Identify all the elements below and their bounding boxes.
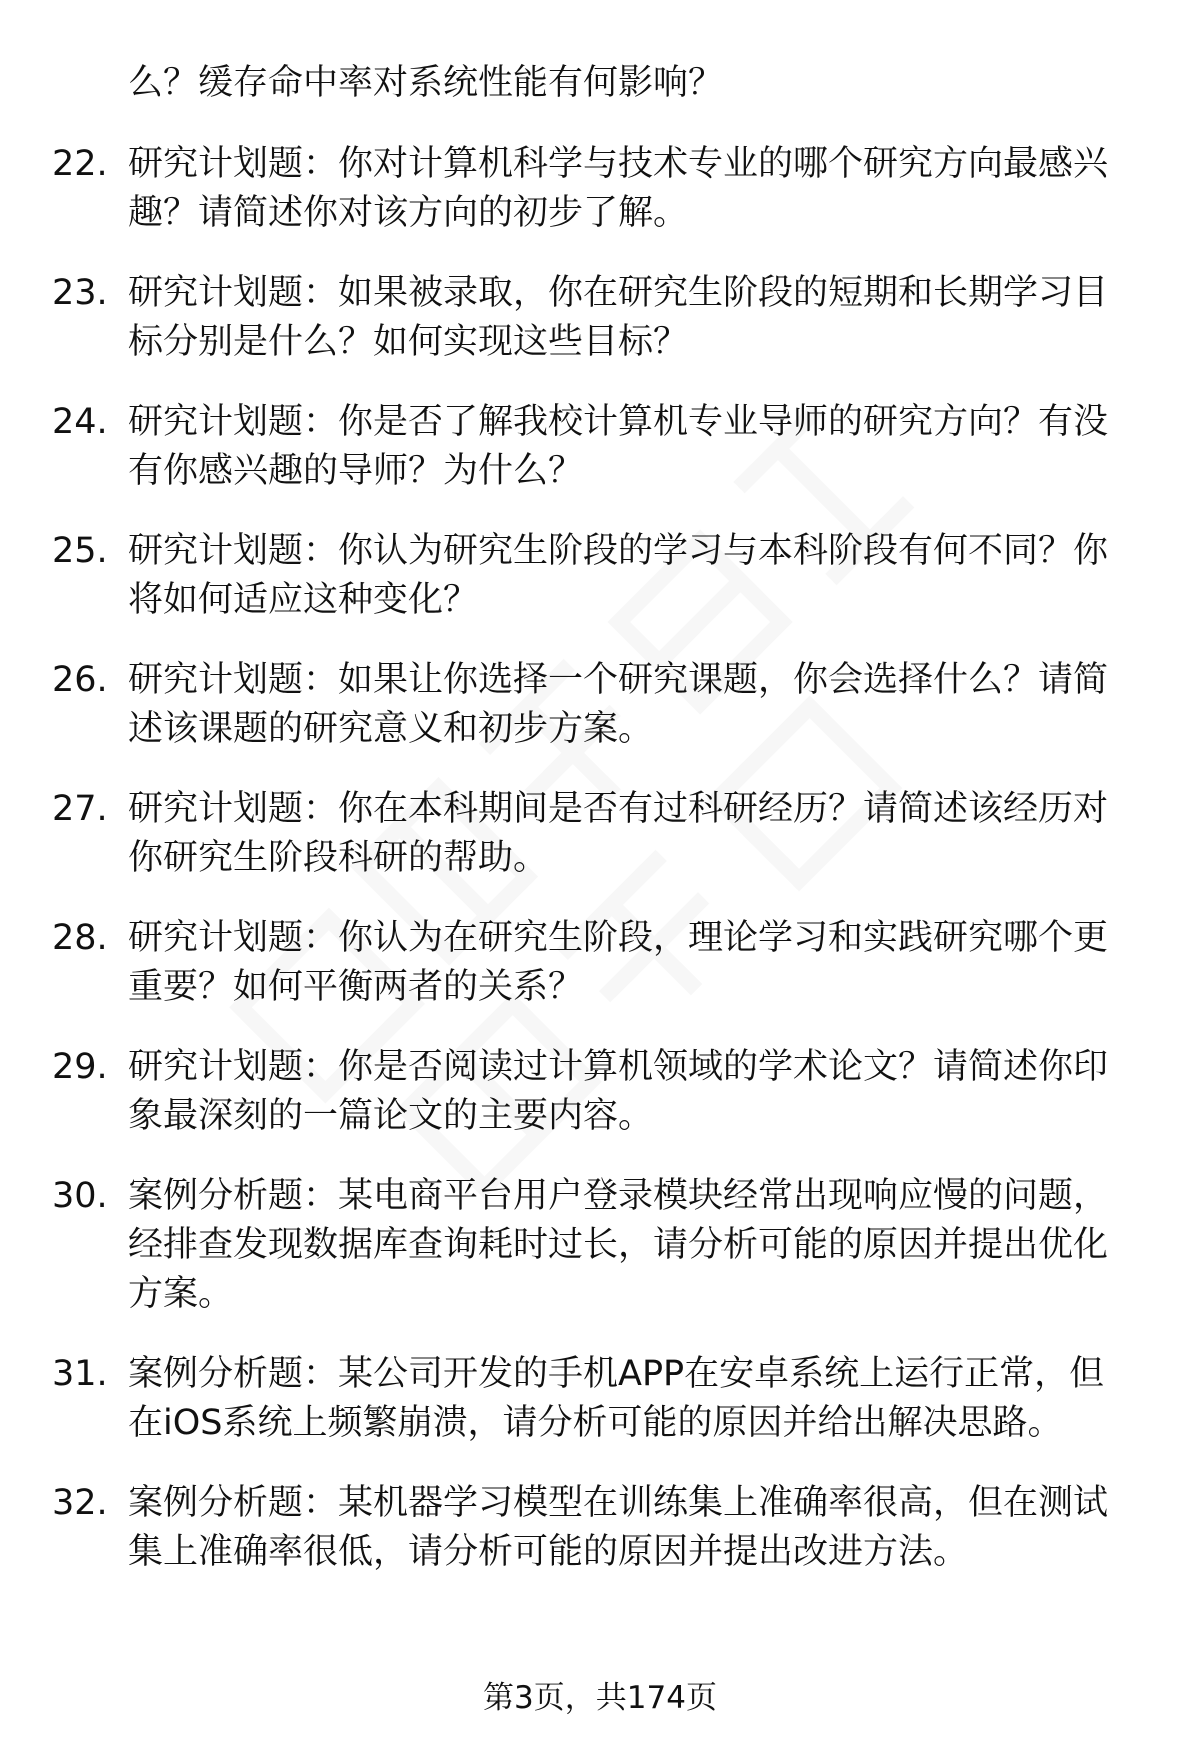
question-text: 研究计划题：你是否了解我校计算机专业导师的研究方向？有没有你感兴趣的导师？为什么？ [128, 402, 1109, 491]
question-text: 研究计划题：如果让你选择一个研究课题，你会选择什么？请简述该课题的研究意义和初步方案。 [128, 660, 1109, 749]
question-number: 27. [52, 789, 108, 829]
question-text: 研究计划题：你对计算机科学与技术专业的哪个研究方向最感兴趣？请简述你对该方向的初步了解。 [128, 144, 1109, 233]
question-item-28 [0, 914, 1200, 1012]
question-item-31 [0, 1350, 1200, 1448]
question-item-30 [0, 1172, 1200, 1319]
question-item-26 [0, 656, 1200, 754]
question-number: 28. [52, 918, 108, 958]
question-text: 案例分析题：某机器学习模型在训练集上准确率很高，但在测试集上准确率很低，请分析可能的原因并提出改进方法。 [128, 1483, 1109, 1572]
question-number: 30. [52, 1176, 108, 1216]
question-text: 研究计划题：如果被录取，你在研究生阶段的短期和长期学习目标分别是什么？如何实现这些目标？ [128, 273, 1109, 362]
question-item-24 [0, 398, 1200, 496]
question-number: 24. [52, 402, 108, 442]
question-number: 32. [52, 1483, 108, 1523]
question-number: 29. [52, 1047, 108, 1087]
question-item-25 [0, 527, 1200, 625]
question-number: 25. [52, 531, 108, 571]
question-item-27 [0, 785, 1200, 883]
question-item-32 [0, 1479, 1200, 1577]
question-text: 研究计划题：你认为在研究生阶段，理论学习和实践研究哪个更重要？如何平衡两者的关系？ [128, 918, 1109, 1007]
question-text: 研究计划题：你是否阅读过计算机领域的学术论文？请简述你印象最深刻的一篇论文的主要内容。 [128, 1047, 1109, 1136]
question-item-22 [0, 140, 1200, 238]
question-number: 22. [52, 144, 108, 184]
question-number: 31. [52, 1354, 108, 1394]
page-footer: 第3页，共174页 [483, 1680, 717, 1716]
question-number: 23. [52, 273, 108, 313]
question-item-29 [0, 1043, 1200, 1141]
question-text: 研究计划题：你在本科期间是否有过科研经历？请简述该经历对你研究生阶段科研的帮助。 [128, 789, 1109, 878]
question-item-23 [0, 269, 1200, 367]
question-list [0, 140, 1200, 1608]
question-text: 案例分析题：某公司开发的手机APP在安卓系统上运行正常，但在iOS系统上频繁崩溃，请分析可能的原因并给出解决思路。 [128, 1354, 1105, 1443]
question-text: 研究计划题：你认为研究生阶段的学习与本科阶段有何不同？你将如何适应这种变化？ [128, 531, 1109, 620]
question-number: 26. [52, 660, 108, 700]
question-text: 案例分析题：某电商平台用户登录模块经常出现响应慢的问题，经排查发现数据库查询耗时过长，请分析可能的原因并提出优化方案。 [128, 1176, 1109, 1314]
continued-question-text: 么？缓存命中率对系统性能有何影响？ [128, 63, 724, 103]
